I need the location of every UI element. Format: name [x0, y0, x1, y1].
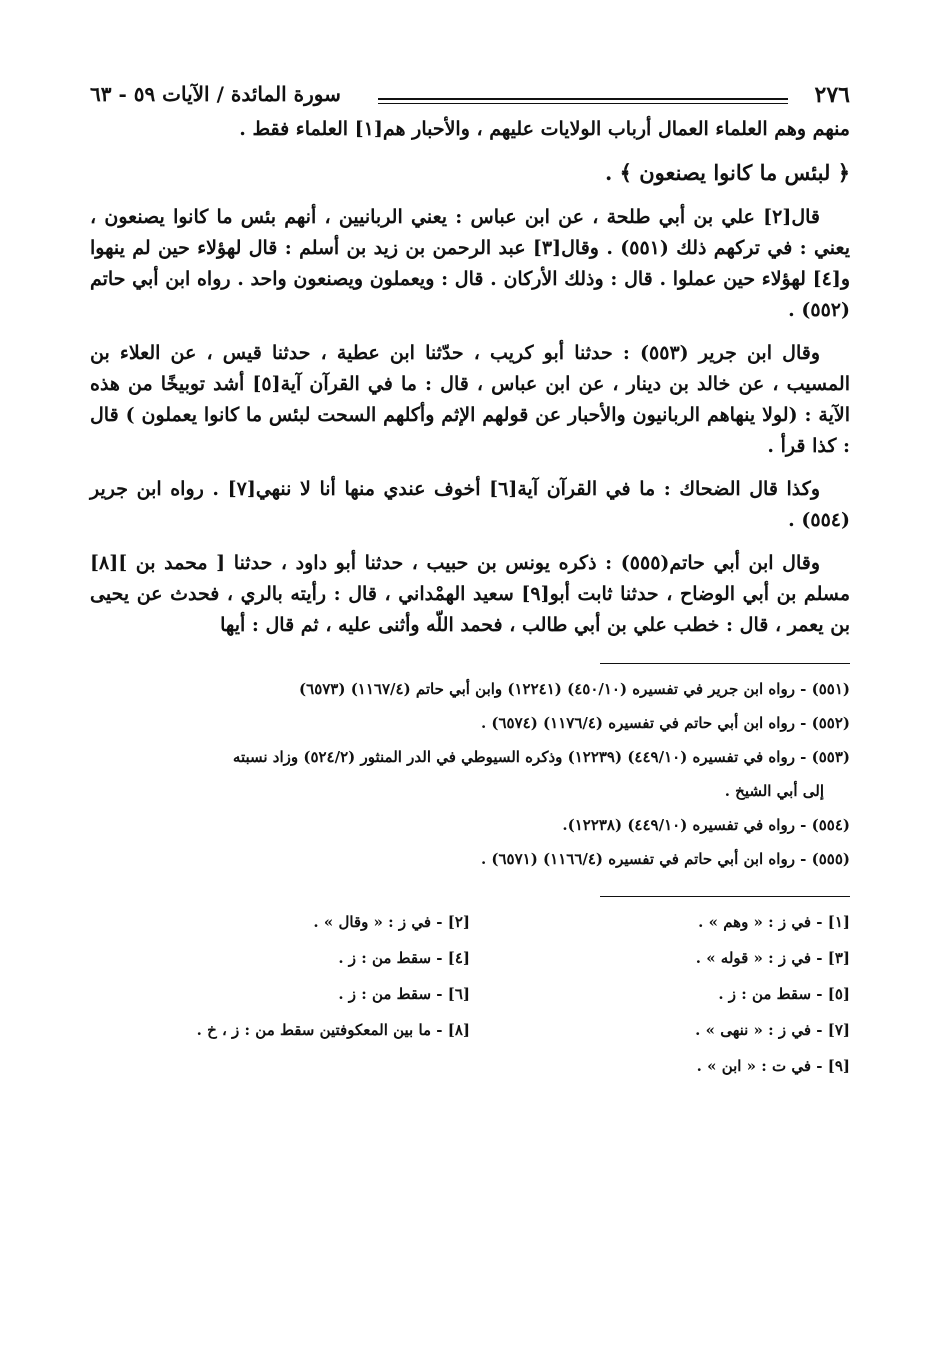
apparatus-note-4: [٤] - سقط من : ز . [338, 949, 470, 967]
apparatus-note-1: [١] - في ز : « وهم » . [698, 913, 850, 931]
apparatus-note-8: [٨] - ما بين المعكوفتين سقط من : ز ، خ . [196, 1021, 470, 1039]
critical-apparatus [90, 907, 850, 1081]
apparatus-note-7: [٧] - في ز : « ننهى » . [695, 1021, 850, 1039]
paragraph-3: قال[٢] علي بن أبي طلحة ، عن ابن عباس : يعني الربانيين ، أنهم بئس ما كانوا يصنعون ، يعني : في تركهم ذلك (٥٥١) . وقال[٣] عبد الرحمن بن زيد بن أسلم : قال لهؤلاء حين لم ينهوا و[٤] لهؤلاء حين عملوا . قال : وذلك الأركان . قال : ويعملون ويصنعون واحد . رواه ابن أبي حاتم (٥٥٢) . [90, 206, 850, 321]
apparatus-rule [600, 896, 850, 897]
apparatus-note-9: [٩] - في ت : « ابن » . [696, 1057, 850, 1075]
page-number: ٢٧٦ [814, 82, 850, 108]
paragraph-4: وقال ابن جرير (٥٥٣) : حدثنا أبو كريب ، حدّثنا ابن عطية ، حدثنا قيس ، عن العلاء بن المسيب ، عن خالد بن دينار ، عن ابن عباس ، قال : ما في القرآن آية[٥] أشد توبيخًا من هذه الآية : (لولا ينهاهم الربانيون والأحبار عن قولهم الإثم وأكلهم السحت لبئس ما كانوا يعملون ) قال : كذا قرأ . [90, 342, 850, 457]
header-rule [378, 98, 788, 104]
footnote-553-continuation: إلى أبي الشيخ . [724, 782, 824, 800]
footnote-554: (٥٥٤) - رواه في تفسيره (٤٤٩/١٠) (١٢٢٣٨). [562, 816, 850, 834]
paragraph-6: وقال ابن أبي حاتم(٥٥٥) : ذكره يونس بن حبيب ، حدثنا أبو داود ، حدثنا [ محمد بن ][٨] مسلم بن أبي الوضاح ، حدثنا ثابت أبو[٩] سعيد الهمْداني ، قال : رأيته بالري ، فحدث عن يحيى بن يعمر ، قال : خطب علي بن أبي طالب ، فحمد اللّه وأثنى عليه ، ثم قال : أيها [90, 552, 850, 636]
book-page [90, 78, 850, 1081]
main-text [90, 114, 850, 641]
paragraph-1: منهم وهم العلماء العمال أرباب الولايات عليهم ، والأحبار هم[١] العلماء فقط . [239, 118, 850, 140]
running-title: سورة المائدة / الآيات ٥٩ - ٦٣ [90, 82, 341, 106]
verse-heading: ﴿ لبئس ما كانوا يصنعون ﴾ . [605, 160, 850, 185]
footnote-555: (٥٥٥) - رواه ابن أبي حاتم في تفسيره (١١٦٦/٤) (٦٥٧١) . [480, 850, 850, 868]
apparatus-note-2: [٢] - في ز : « وقال » . [313, 913, 470, 931]
paragraph-5: وكذا قال الضحاك : ما في القرآن آية[٦] أخوف عندي منها أنا لا ننهي[٧] . رواه ابن جرير (٥٥٤) . [90, 478, 850, 531]
footnotes-rule [600, 663, 850, 664]
footnote-551: (٥٥١) - رواه ابن جرير في تفسيره (٤٥٠/١٠) (١٢٢٤١) وابن أبي حاتم (١١٦٧/٤) (٦٥٧٣) [299, 680, 850, 698]
page-header [90, 78, 850, 114]
apparatus-note-5: [٥] - سقط من : ز . [718, 985, 850, 1003]
apparatus-note-3: [٣] - في ز : « قوله » . [695, 949, 850, 967]
footnotes [90, 674, 850, 874]
footnote-553: (٥٥٣) - رواه في تفسيره (٤٤٩/١٠) (١٢٢٣٩) وذكره السيوطي في الدر المنثور (٥٢٤/٢) وزاد نسبته [232, 748, 850, 766]
footnote-552: (٥٥٢) - رواه ابن أبي حاتم في تفسيره (١١٧٦/٤) (٦٥٧٤) . [480, 714, 850, 732]
apparatus-note-6: [٦] - سقط من : ز . [338, 985, 470, 1003]
